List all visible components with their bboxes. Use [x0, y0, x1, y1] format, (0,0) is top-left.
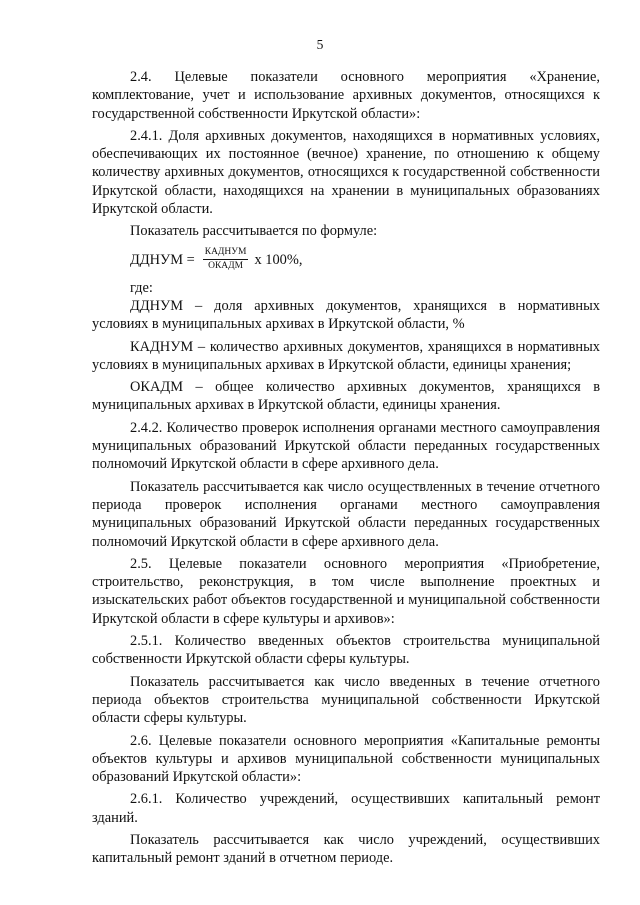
where-label: где: — [130, 279, 153, 296]
definition-ddnum: ДДНУМ – доля архивных документов, хранящихся в нормативных условиях в муниципальных архивах в Иркутской области, % — [92, 297, 600, 333]
paragraph-2-6-1-calc: Показатель рассчитывается как число учреждений, осуществивших капитальный ремонт зданий в отчетном периоде. — [92, 831, 600, 867]
formula-denominator: ОКАДМ — [208, 261, 244, 272]
paragraph-2-4-2: 2.4.2. Количество проверок исполнения органами местного самоуправления муниципальных образований Иркутской области переданных государственных полномочий Иркутской области в сфере архивного дела. — [92, 419, 600, 473]
paragraph-2-6: 2.6. Целевые показатели основного мероприятия «Капитальные ремонты объектов культуры и архивов муниципальной собственности муниципальных образований Иркутской области»: — [92, 732, 600, 786]
formula-rhs: x 100%, — [254, 251, 303, 268]
formula-fraction — [203, 247, 249, 272]
paragraph-formula-intro: Показатель рассчитывается по формуле: — [130, 223, 378, 240]
page-number: 5 — [316, 37, 324, 52]
paragraph-2-4: 2.4. Целевые показатели основного мероприятия «Хранение, комплектование, учет и использование архивных документов, относящихся к государственной собственности Иркутской области»: — [92, 69, 600, 122]
paragraph-2-5-1: 2.5.1. Количество введенных объектов строительства муниципальной собственности Иркутской области сферы культуры. — [92, 633, 600, 668]
paragraph-2-4-2-calc: Показатель рассчитывается как число осуществленных в течение отчетного периода проверок исполнения органами местного самоуправления муниципальных образований Иркутской области переданных государственных полномочий Иркутской области в сфере архивного дела. — [92, 478, 600, 550]
formula-lhs: ДДНУМ = — [130, 251, 195, 268]
paragraph-2-5-1-calc: Показатель рассчитывается как число введенных в течение отчетного периода объектов строительства муниципальной собственности Иркутской области сферы культуры. — [92, 673, 600, 727]
paragraph-2-6-1: 2.6.1. Количество учреждений, осуществивших капитальный ремонт зданий. — [92, 791, 600, 826]
document-body — [92, 68, 600, 868]
definition-okadm: ОКАДМ – общее количество архивных документов, хранящихся в муниципальных архивах в Иркутской области, единицы хранения. — [92, 379, 600, 414]
paragraph-2-4-1: 2.4.1. Доля архивных документов, находящихся в нормативных условиях, обеспечивающих их постоянное (вечное) хранение, по отношению к общему количеству архивных документов, относящихся к государственной собственности Иркутской области, находящихся на хранении в муниципальных образованиях Иркутской области. — [92, 127, 600, 218]
formula-ddnum — [92, 243, 600, 277]
paragraph-2-5: 2.5. Целевые показатели основного мероприятия «Приобретение, строительство, реконструкция, в том числе выполнение проектных и изыскательских работ объектов государственной и муниципальной собственности Иркутской области в сфере культуры и архивов»: — [92, 555, 600, 627]
formula-numerator: КАДНУМ — [203, 247, 249, 260]
definition-kadnum: КАДНУМ – количество архивных документов, хранящихся в нормативных условиях в муниципальных архивах в Иркутской области, единицы хранения; — [92, 338, 600, 373]
